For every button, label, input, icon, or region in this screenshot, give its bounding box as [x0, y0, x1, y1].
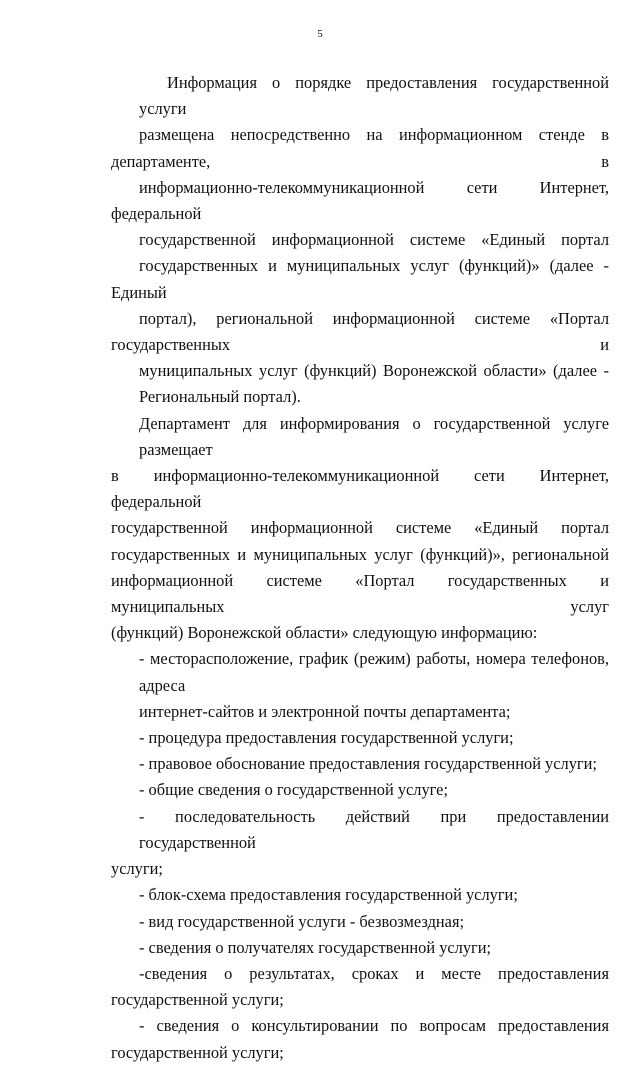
list-item — [111, 646, 609, 725]
text-line: информационной системе «Портал государственных и муниципальных услуг — [111, 570, 609, 617]
text-line: Информация о порядке предоставления государственной услуги — [139, 73, 609, 119]
list-item — [111, 751, 609, 777]
list-item — [111, 777, 609, 803]
text-line: - последовательность действий при предоставлении государственной — [139, 806, 609, 852]
text-line: государственной информационной системе «Единый портал — [139, 230, 609, 250]
text-line: государственной услуги; — [111, 990, 284, 1010]
document-body — [111, 70, 609, 1066]
text-line: - месторасположение, график (режим) работы, номера телефонов, адреса — [139, 649, 609, 695]
text-line: - процедура предоставления государственной услуги; — [139, 728, 514, 748]
paragraph-info-placement — [111, 70, 609, 411]
text-line: портал), региональной информационной системе «Портал государственных и — [111, 308, 609, 355]
text-line: услуги; — [111, 859, 163, 879]
list-item — [111, 725, 609, 751]
text-line: - сведения о консультировании по вопросам предоставления — [139, 1016, 609, 1036]
text-line: государственных и муниципальных услуг (функций)», региональной — [111, 544, 609, 564]
text-line: Региональный портал). — [139, 387, 301, 407]
list-item — [111, 909, 609, 935]
text-line: размещена непосредственно на информационном стенде в департаменте, в — [111, 125, 609, 171]
text-line: - правовое обоснование предоставления государственной услуги; — [139, 754, 597, 774]
list-item — [111, 961, 609, 1013]
text-line: государственной информационной системе «Единый портал — [111, 518, 609, 538]
text-line: государственной услуги; — [111, 1042, 284, 1062]
text-line: - общие сведения о государственной услуге; — [139, 780, 449, 800]
text-line: - вид государственной услуги - безвозмездная; — [139, 911, 465, 931]
text-line: Департамент для информирования о государственной услуге размещает — [139, 413, 609, 459]
list-item — [111, 804, 609, 883]
list-item — [111, 1013, 609, 1065]
paragraph-department-info — [111, 411, 609, 647]
text-line: - сведения о получателях государственной услуги; — [139, 937, 492, 957]
text-line: государственных и муниципальных услуг (функций)» (далее - Единый — [111, 256, 609, 302]
text-line: - блок-схема предоставления государственной услуги; — [139, 885, 518, 905]
list-item — [111, 935, 609, 961]
text-line: информационно-телекоммуникационной сети Интернет, федеральной — [111, 177, 609, 224]
text-line: -сведения о результатах, сроках и месте предоставления — [139, 963, 609, 983]
page-number: 5 — [317, 28, 323, 40]
text-line: муниципальных услуг (функций) Воронежской области» (далее - — [139, 361, 609, 381]
text-line: интернет-сайтов и электронной почты департамента; — [139, 701, 511, 721]
text-line: (функций) Воронежской области» следующую информацию: — [111, 623, 538, 643]
text-line: в информационно-телекоммуникационной сети Интернет, федеральной — [111, 466, 609, 512]
